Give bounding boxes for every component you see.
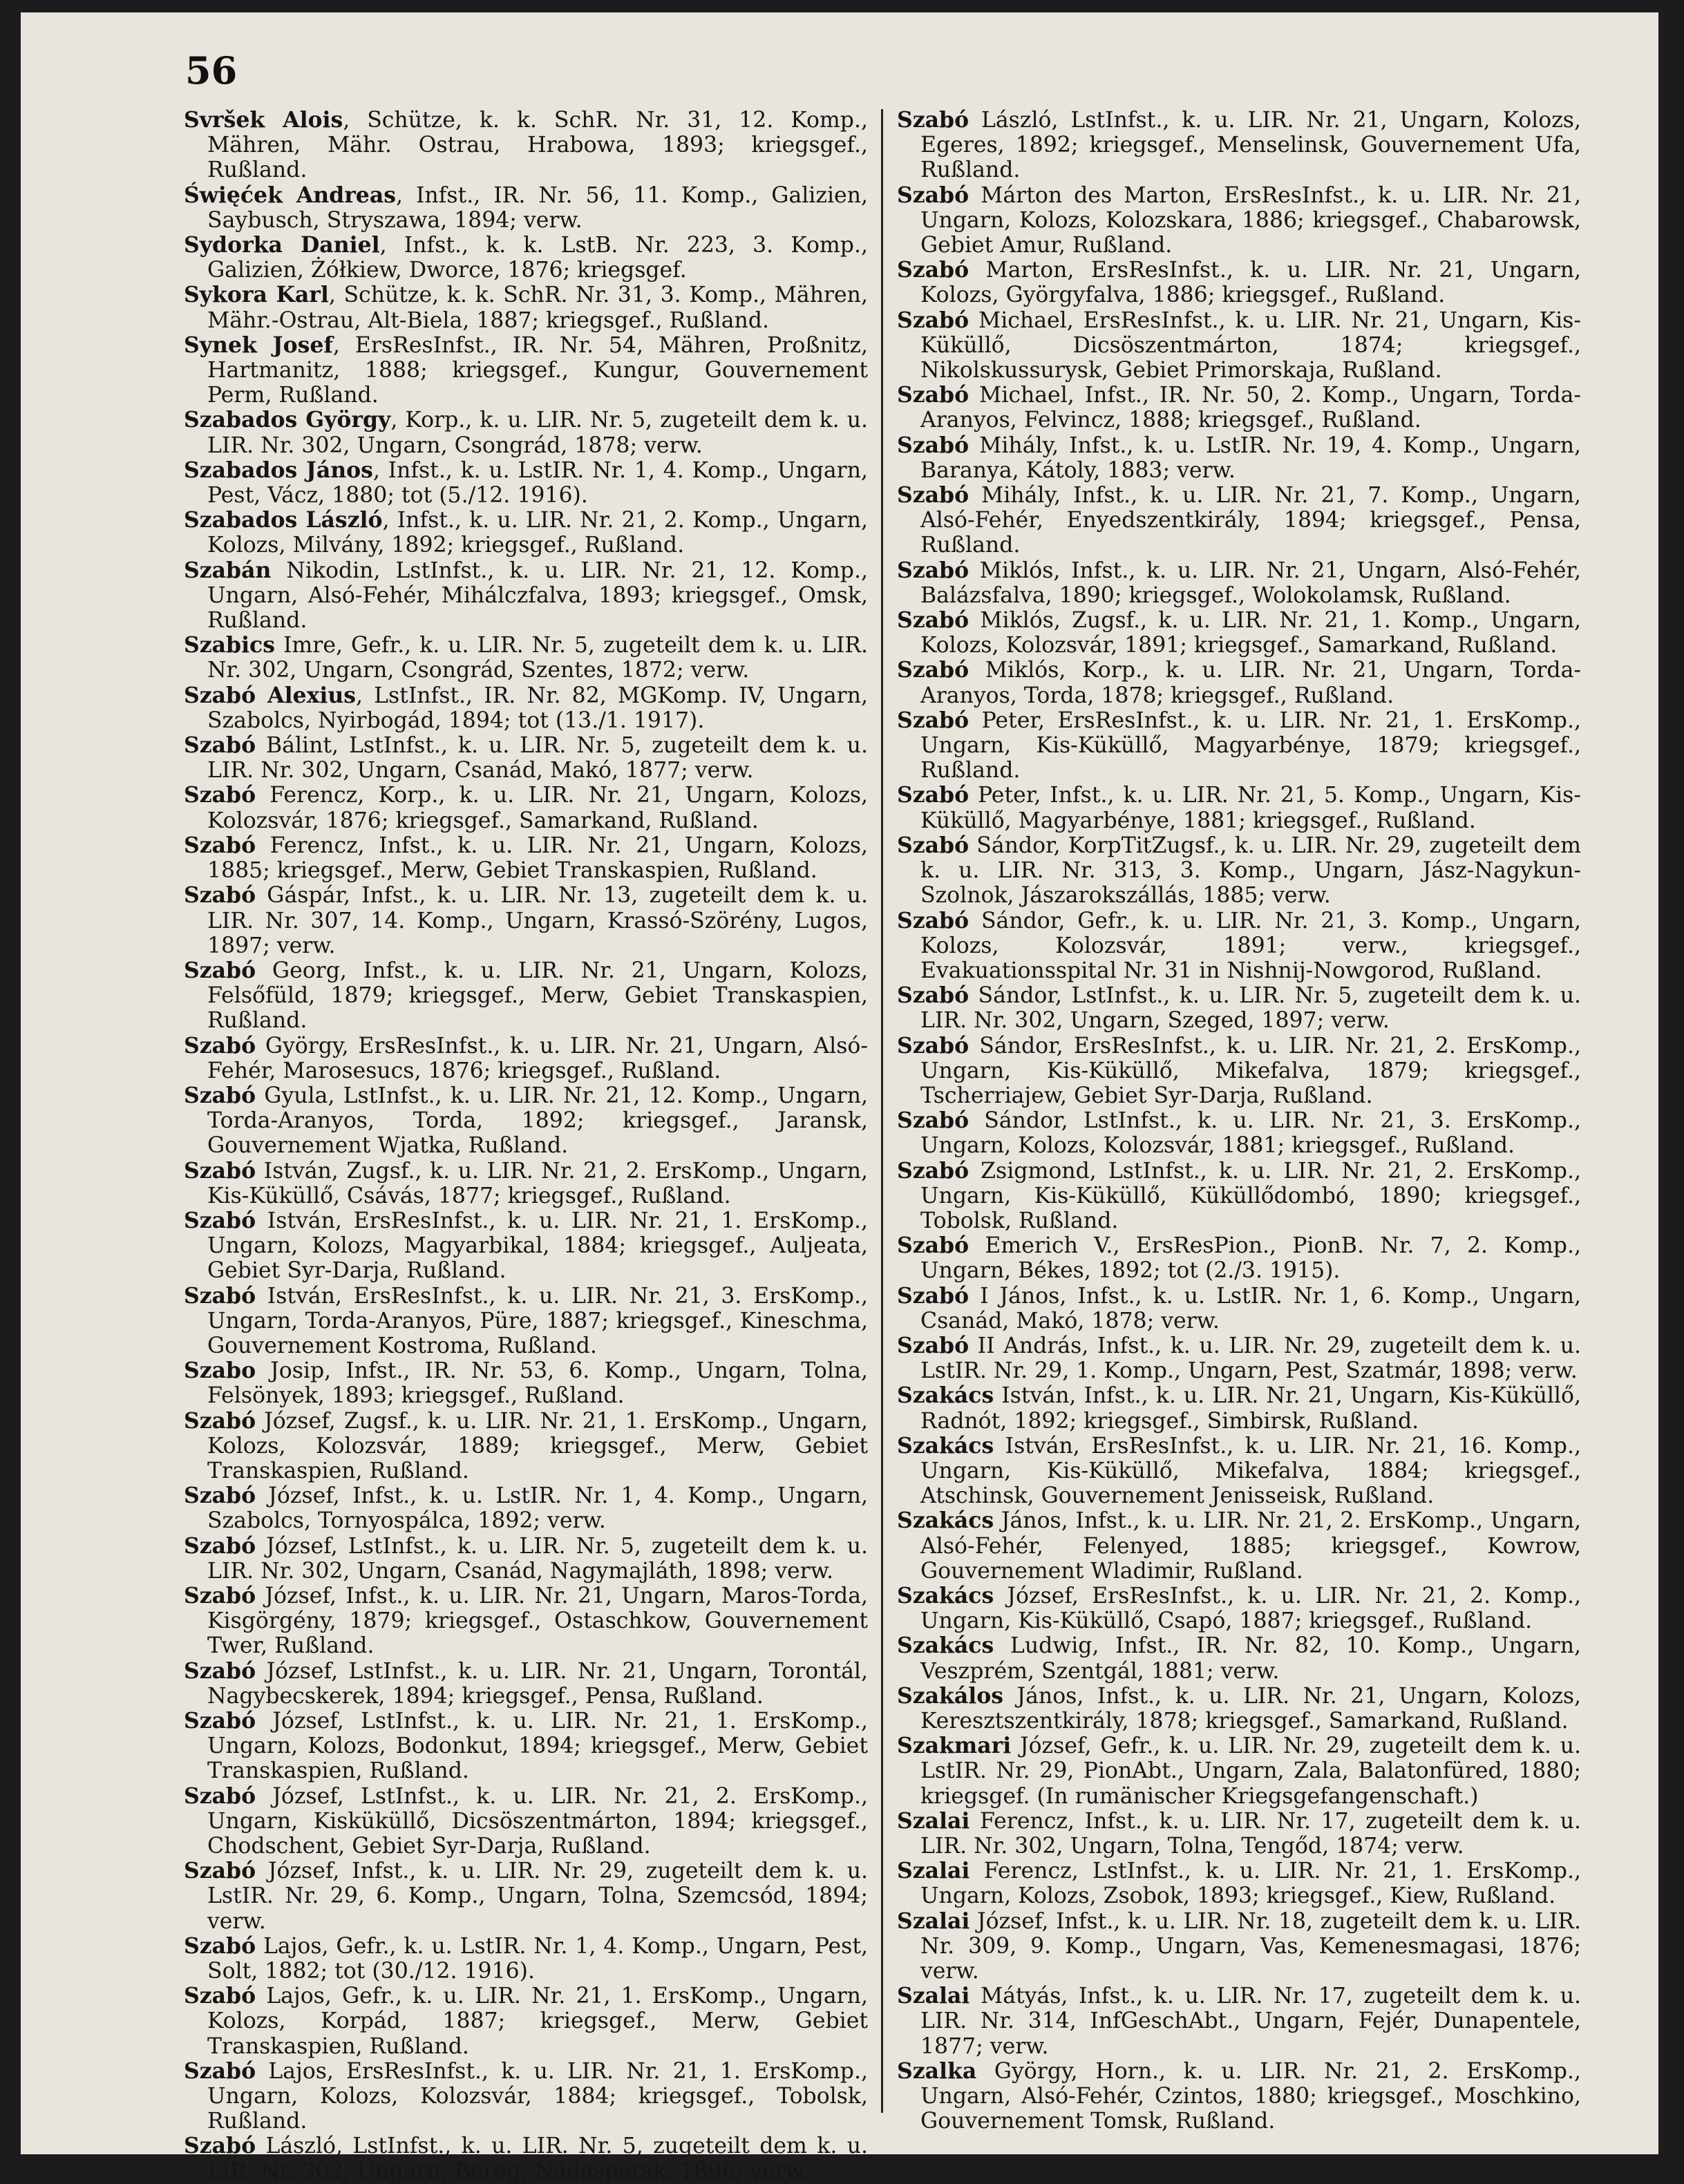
list-item [897, 909, 1581, 984]
entry-name: Szabó [897, 657, 969, 683]
entry-details: Sándor, KorpTitZugsf., k. u. LIR. Nr. 29, zugeteilt dem k. u. LIR. Nr. 313, 3. Komp., Ungarn, Jász-Nagykun-Szolnok, Jászarokszállás, 1885; verw. [920, 833, 1581, 909]
entry-name: Szabó [897, 307, 969, 333]
list-item [897, 783, 1581, 833]
entry-name: Szalai [897, 1908, 970, 1934]
entry-name: Szabics [184, 632, 275, 658]
list-item [897, 1034, 1581, 1109]
entry-name: Szakács [897, 1633, 994, 1659]
entry-details: János, Infst., k. u. LIR. Nr. 21, Ungarn, Kolozs, Keresztszentkirály, 1878; kriegsgef., Samarkand, Rußland. [920, 1683, 1581, 1734]
list-item [184, 1159, 868, 1208]
list-item [897, 608, 1581, 658]
entry-details: László, LstInfst., k. u. LIR. Nr. 5, zugeteilt dem k. u. LIR. Nr. 302, Ungarn, Bereg, Nádaspatak, 1896; verw. [207, 2134, 868, 2184]
entry-details: , ErsResInfst., IR. Nr. 54, Mähren, Proßnitz, Hartmanitz, 1888; kriegsgef., Kungur, Gouvernement Perm, Rußland. [207, 332, 868, 408]
entry-name: Szabó [184, 1783, 256, 1809]
list-item [184, 783, 868, 833]
entry-name: Szabó [184, 1207, 256, 1233]
entry-name: Szalai [897, 1807, 970, 1834]
entry-details: Michael, ErsResInfst., k. u. LIR. Nr. 21, Ungarn, Kis-Küküllő, Dicsöszentmárton, 1874; kriegsgef., Nikolskussurysk, Gebiet Primorskaja, Rußland. [920, 307, 1581, 383]
list-item [184, 1483, 868, 1533]
list-item [184, 1709, 868, 1784]
list-item [897, 383, 1581, 433]
entry-name: Szabó [897, 107, 969, 133]
entry-details: József, Infst., k. u. LIR. Nr. 21, Ungarn, Maros-Torda, Kisgörgény, 1879; kriegsgef., Ostaschkow, Gouvernement Twer, Rußland. [207, 1583, 868, 1659]
list-item [897, 308, 1581, 383]
list-item [184, 1659, 868, 1709]
entry-name: Szabados László [184, 507, 383, 533]
list-item [184, 1584, 868, 1659]
list-item [897, 658, 1581, 708]
list-item [897, 1508, 1581, 1584]
list-item [897, 1859, 1581, 1908]
entry-details: Miklós, Korp., k. u. LIR. Nr. 21, Ungarn, Torda-Aranyos, Torda, 1878; kriegsgef., Rußland. [920, 658, 1581, 708]
entry-details: Miklós, Zugsf., k. u. LIR. Nr. 21, 1. Komp., Ungarn, Kolozs, Kolozsvár, 1891; kriegsgef., Samarkand, Rußland. [920, 608, 1581, 658]
list-item [897, 1333, 1581, 1383]
list-item [184, 283, 868, 332]
entry-name: Szabó [184, 1032, 256, 1058]
entry-name: Szabó [897, 1233, 969, 1259]
list-item [897, 983, 1581, 1033]
entry-name: Szabó [897, 982, 969, 1009]
list-item [897, 1809, 1581, 1859]
entry-details: Mátyás, Infst., k. u. LIR. Nr. 17, zugeteilt dem k. u. LIR. Nr. 314, InfGeschAbt., Ungarn, Fejér, Dunapentele, 1877; verw. [920, 1984, 1581, 2059]
entry-name: Szalka [897, 2058, 977, 2084]
entry-name: Szabó [184, 882, 256, 909]
list-item [184, 883, 868, 958]
list-item [184, 1934, 868, 1984]
document-page [21, 12, 1658, 2184]
entry-name: Szakács [897, 1383, 994, 1409]
entry-details: Peter, Infst., k. u. LIR. Nr. 21, 5. Komp., Ungarn, Kis-Küküllő, Magyarbénye, 1881; kriegsgef., Rußland. [920, 783, 1581, 833]
entry-name: Szabó [897, 782, 969, 808]
entry-details: József, Infst., k. u. LstIR. Nr. 1, 4. Komp., Ungarn, Szabolcs, Tornyospálca, 1892; verw. [207, 1483, 868, 1534]
entry-details: Imre, Gefr., k. u. LIR. Nr. 5, zugeteilt dem k. u. LIR. Nr. 302, Ungarn, Csongrád, Szentes, 1872; verw. [207, 633, 868, 683]
entry-name: Szabó [184, 1658, 256, 1684]
entry-name: Szabó [184, 1483, 256, 1509]
list-item [184, 683, 868, 733]
entry-details: Mihály, Infst., k. u. LstIR. Nr. 19, 4. Komp., Ungarn, Baranya, Kátoly, 1883; verw. [920, 433, 1581, 483]
entry-details: József, LstInfst., k. u. LIR. Nr. 21, Ungarn, Torontál, Nagybecskerek, 1894; kriegsgef., Pensa, Rußland. [207, 1658, 868, 1709]
list-item [897, 433, 1581, 483]
entry-details: , LstInfst., IR. Nr. 82, MGKomp. IV, Ungarn, Szabolcs, Nyirbogád, 1894; tot (13./1. 1917). [207, 683, 868, 733]
entry-name: Szabó Alexius [184, 682, 356, 708]
list-item [184, 233, 868, 283]
list-item [897, 1284, 1581, 1333]
list-item [184, 408, 868, 457]
entry-name: Szabados György [184, 407, 391, 433]
list-item [897, 1584, 1581, 1633]
list-item [184, 333, 868, 408]
entry-details: Bálint, LstInfst., k. u. LIR. Nr. 5, zugeteilt dem k. u. LIR. Nr. 302, Ungarn, Csanád, Makó, 1877; verw. [207, 733, 868, 784]
entry-details: Lajos, ErsResInfst., k. u. LIR. Nr. 21, 1. ErsKomp., Ungarn, Kolozs, Kolozsvár, 1884; kriegsgef., Tobolsk, Rußland. [207, 2058, 868, 2134]
entry-name: Szakács [897, 1508, 994, 1534]
list-item [897, 258, 1581, 307]
list-item [897, 1108, 1581, 1158]
page-number: 56 [185, 48, 238, 93]
entry-name: Szabados János [184, 457, 373, 483]
entry-name: Synek Josef [184, 332, 333, 358]
entry-name: Szakmari [897, 1733, 1012, 1759]
entry-name: Szabó [897, 382, 969, 408]
entry-details: József, LstInfst., k. u. LIR. Nr. 21, 2. ErsKomp., Ungarn, Kisküküllő, Dicsöszentmárton, 1894; kriegsgef., Chodschent, Gebiet Syr-Darja, Rußland. [207, 1783, 868, 1859]
entry-name: Szabó [897, 1032, 969, 1058]
list-item [897, 833, 1581, 909]
entry-name: Szabo [184, 1358, 256, 1384]
entry-name: Szakács [897, 1432, 994, 1459]
list-item [184, 2134, 868, 2183]
entry-details: I János, Infst., k. u. LstIR. Nr. 1, 6. Komp., Ungarn, Csanád, Makó, 1878; verw. [920, 1283, 1581, 1333]
entry-details: Sándor, LstInfst., k. u. LIR. Nr. 21, 3. ErsKomp., Ungarn, Kolozs, Kolozsvár, 1881; kriegsgef., Rußland. [920, 1108, 1581, 1159]
list-item [897, 2059, 1581, 2134]
entry-details: József, Infst., k. u. LIR. Nr. 29, zugeteilt dem k. u. LstIR. Nr. 29, 6. Komp., Ungarn, Tolna, Szemcsód, 1894; verw. [207, 1859, 868, 1934]
list-item [184, 1859, 868, 1934]
entry-details: István, ErsResInfst., k. u. LIR. Nr. 21, 16. Komp., Ungarn, Kis-Küküllő, Mikefalva, 1884; kriegsgef., Atschinsk, Gouvernement Jenisseisk, Rußland. [920, 1433, 1581, 1509]
list-item [184, 1358, 868, 1408]
entry-name: Szabó [184, 782, 256, 808]
entry-details: József, Infst., k. u. LIR. Nr. 18, zugeteilt dem k. u. LIR. Nr. 309, 9. Komp., Ungarn, Vas, Kemenesmagasi, 1876; verw. [920, 1908, 1581, 1984]
entry-details: Sándor, ErsResInfst., k. u. LIR. Nr. 21, 2. ErsKomp., Ungarn, Kis-Küküllő, Mikefalva, 1879; kriegsgef., Tscherriajew, Gebiet Syr-Darja, Rußland. [920, 1033, 1581, 1108]
list-item [897, 1633, 1581, 1683]
entry-details: József, Zugsf., k. u. LIR. Nr. 21, 1. ErsKomp., Ungarn, Kolozs, Kolozsvár, 1889; kriegsgef., Merw, Gebiet Transkaspien, Rußland. [207, 1408, 868, 1483]
entry-details: II András, Infst., k. u. LIR. Nr. 29, zugeteilt dem k. u. LstIR. Nr. 29, 1. Komp., Ungarn, Pest, Szatmár, 1898; verw. [920, 1333, 1581, 1384]
entry-details: Nikodin, LstInfst., k. u. LIR. Nr. 21, 12. Komp., Ungarn, Alsó-Fehér, Mihálczfalva, 1893; kriegsgef., Omsk, Rußland. [207, 558, 868, 634]
list-item [184, 733, 868, 783]
entry-details: Josip, Infst., IR. Nr. 53, 6. Komp., Ungarn, Tolna, Felsönyek, 1893; kriegsgef., Rußland. [207, 1358, 868, 1409]
entry-name: Sykora Karl [184, 282, 329, 308]
entry-details: Ferencz, LstInfst., k. u. LIR. Nr. 21, 1. ErsKomp., Ungarn, Kolozs, Zsobok, 1893; kriegsgef., Kiew, Rußland. [920, 1859, 1581, 1909]
list-item [184, 108, 868, 183]
entry-details: Gyula, LstInfst., k. u. LIR. Nr. 21, 12. Komp., Ungarn, Torda-Aranyos, Torda, 1892; kriegsgef., Jaransk, Gouvernement Wjatka, Rußland. [207, 1083, 868, 1159]
entry-name: Szabó [184, 1983, 256, 2009]
entry-name: Szabó [897, 1157, 969, 1184]
entry-details: Lajos, Gefr., k. u. LstIR. Nr. 1, 4. Komp., Ungarn, Pest, Solt, 1882; tot (30./12. 1916). [207, 1933, 868, 1984]
entry-details: József, Gefr., k. u. LIR. Nr. 29, zugeteilt dem k. u. LstIR. Nr. 29, PionAbt., Ungarn, Zala, Balatonfüred, 1880; kriegsgef. (In rumänischer Kriegsgefangenschaft.) [920, 1734, 1581, 1809]
entry-name: Szabó [897, 1332, 969, 1358]
entry-details: Lajos, Gefr., k. u. LIR. Nr. 21, 1. ErsKomp., Ungarn, Kolozs, Korpád, 1887; kriegsgef., Merw, Gebiet Transkaspien, Rußland. [207, 1984, 868, 2059]
list-item [897, 483, 1581, 558]
list-item [184, 1409, 868, 1484]
entry-name: Szabó [184, 957, 256, 983]
entry-details: Zsigmond, LstInfst., k. u. LIR. Nr. 21, 2. ErsKomp., Ungarn, Kis-Küküllő, Küküllődombó, 1890; kriegsgef., Tobolsk, Rußland. [920, 1158, 1581, 1233]
entry-details: János, Infst., k. u. LIR. Nr. 21, 2. ErsKomp., Ungarn, Alsó-Fehér, Felenyed, 1885; kriegsgef., Kowrow, Gouvernement Wladimir, Rußland. [920, 1508, 1581, 1584]
entry-details: Ferencz, Infst., k. u. LIR. Nr. 21, Ungarn, Kolozs, 1885; kriegsgef., Merw, Gebiet Transkaspien, Rußland. [207, 833, 868, 884]
entry-details: Sándor, Gefr., k. u. LIR. Nr. 21, 3. Komp., Ungarn, Kolozs, Kolozsvár, 1891; verw., kriegsgef., Evakuationsspital Nr. 31 in Nishnij-Nowgorod, Rußland. [920, 908, 1581, 983]
entry-details: , Schütze, k. k. SchR. Nr. 31, 12. Komp., Mähren, Mähr. Ostrau, Hrabowa, 1893; kriegsgef., Rußland. [207, 108, 868, 183]
entry-name: Szabó [897, 482, 969, 509]
entry-name: Szabó [897, 557, 969, 583]
entry-details: László, LstInfst., k. u. LIR. Nr. 21, Ungarn, Kolozs, Egeres, 1892; kriegsgef., Menselinsk, Gouvernement Ufa, Rußland. [920, 108, 1581, 183]
entry-name: Szabó [184, 1082, 256, 1108]
entry-name: Szabó [184, 2058, 256, 2084]
list-item [897, 1984, 1581, 2059]
entry-details: , Infst., k. u. LIR. Nr. 21, 2. Komp., Ungarn, Kolozs, Milvány, 1892; kriegsgef., Rußland. [207, 508, 868, 558]
entry-name: Szabó [184, 1708, 256, 1734]
list-item [184, 1984, 868, 2059]
entry-name: Szabó [897, 832, 969, 858]
list-item [184, 833, 868, 883]
entry-name: Szabó [897, 257, 969, 283]
entry-details: István, ErsResInfst., k. u. LIR. Nr. 21, 1. ErsKomp., Ungarn, Kolozs, Magyarbikal, 1884; kriegsgef., Auljeata, Gebiet Syr-Darja, Rußland. [207, 1208, 868, 1284]
entry-details: István, ErsResInfst., k. u. LIR. Nr. 21, 3. ErsKomp., Ungarn, Torda-Aranyos, Püre, 1887; kriegsgef., Kineschma, Gouvernement Kostroma, Rußland. [207, 1283, 868, 1358]
entry-name: Szabó [184, 1157, 256, 1184]
entry-name: Szabó [184, 2133, 256, 2159]
entry-details: Emerich V., ErsResPion., PionB. Nr. 7, 2. Komp., Ungarn, Békes, 1892; tot (2./3. 1915). [920, 1233, 1581, 1284]
entry-details: Miklós, Infst., k. u. LIR. Nr. 21, Ungarn, Alsó-Fehér, Balázsfalva, 1890; kriegsgef., Wolokolamsk, Rußland. [920, 558, 1581, 608]
entry-name: Svršek Alois [184, 107, 343, 133]
entry-name: Szabó [897, 707, 969, 733]
entry-details: Marton, ErsResInfst., k. u. LIR. Nr. 21, Ungarn, Kolozs, Györgyfalva, 1886; kriegsgef., Rußland. [920, 258, 1581, 308]
list-item [897, 1909, 1581, 1984]
entry-details: Márton des Marton, ErsResInfst., k. u. LIR. Nr. 21, Ungarn, Kolozs, Kolozskara, 1886; kriegsgef., Chabarowsk, Gebiet Amur, Rußland. [920, 182, 1581, 258]
entry-details: István, Infst., k. u. LIR. Nr. 21, Ungarn, Kis-Küküllő, Radnót, 1892; kriegsgef., Simbirsk, Rußland. [920, 1383, 1581, 1434]
list-item [897, 1684, 1581, 1734]
list-item [184, 508, 868, 558]
entry-name: Szabó [184, 732, 256, 759]
entry-details: József, LstInfst., k. u. LIR. Nr. 21, 1. ErsKomp., Ungarn, Kolozs, Bodonkut, 1894; kriegsgef., Merw, Gebiet Transkaspien, Rußland. [207, 1709, 868, 1784]
entry-details: György, ErsResInfst., k. u. LIR. Nr. 21, Ungarn, Alsó-Fehér, Marosesucs, 1876; kriegsgef., Rußland. [207, 1033, 868, 1083]
entry-name: Święćek Andreas [184, 182, 396, 208]
entry-name: Sydorka Daniel [184, 232, 380, 258]
entry-name: Szabó [897, 607, 969, 634]
entry-name: Szakács [897, 1582, 994, 1608]
entry-details: , Schütze, k. k. SchR. Nr. 31, 3. Komp., Mähren, Mähr.-Ostrau, Alt-Biela, 1887; kriegsgef., Rußland. [207, 283, 868, 333]
right-column [897, 108, 1581, 2134]
entry-name: Szabán [184, 557, 272, 583]
entry-name: Szabó [184, 1933, 256, 1959]
entry-name: Szabó [184, 1407, 256, 1434]
entry-details: Michael, Infst., IR. Nr. 50, 2. Komp., Ungarn, Torda-Aranyos, Felvincz, 1888; kriegsgef., Rußland. [920, 383, 1581, 433]
list-item [184, 1784, 868, 1859]
entry-name: Szabó [184, 832, 256, 858]
list-item [184, 458, 868, 508]
list-item [184, 1208, 868, 1284]
list-item [897, 108, 1581, 183]
list-item [184, 633, 868, 683]
entry-details: Georg, Infst., k. u. LIR. Nr. 21, Ungarn, Kolozs, Felsőfüld, 1879; kriegsgef., Merw, Gebiet Transkaspien, Rußland. [207, 958, 868, 1034]
entry-details: József, ErsResInfst., k. u. LIR. Nr. 21, 2. Komp., Ungarn, Kis-Küküllő, Csapó, 1887; kriegsgef., Rußland. [920, 1583, 1581, 1634]
entry-name: Szabó [897, 1282, 969, 1309]
list-item [184, 1083, 868, 1159]
entry-details: , Korp., k. u. LIR. Nr. 5, zugeteilt dem k. u. LIR. Nr. 302, Ungarn, Csongrád, 1878; verw. [207, 408, 868, 458]
list-item [897, 1434, 1581, 1509]
entry-details: Ludwig, Infst., IR. Nr. 82, 10. Komp., Ungarn, Veszprém, Szentgál, 1881; verw. [920, 1633, 1581, 1684]
list-item [184, 183, 868, 233]
entry-name: Szabó [184, 1858, 256, 1884]
list-item [897, 558, 1581, 608]
list-item [897, 1383, 1581, 1433]
entry-name: Szabó [897, 432, 969, 458]
entry-details: György, Horn., k. u. LIR. Nr. 21, 2. ErsKomp., Ungarn, Alsó-Fehér, Czintos, 1880; kriegsgef., Moschkino, Gouvernement Tomsk, Rußland. [920, 2058, 1581, 2134]
list-item [897, 708, 1581, 784]
list-item [897, 1233, 1581, 1283]
entry-details: Peter, ErsResInfst., k. u. LIR. Nr. 21, 1. ErsKomp., Ungarn, Kis-Küküllő, Magyarbénye, 1879; kriegsgef., Rußland. [920, 708, 1581, 784]
entry-name: Szabó [184, 1582, 256, 1608]
entry-name: Szakálos [897, 1682, 1003, 1709]
entry-details: Gáspár, Infst., k. u. LIR. Nr. 13, zugeteilt dem k. u. LIR. Nr. 307, 14. Komp., Ungarn, Krassó-Szörény, Lugos, 1897; verw. [207, 883, 868, 958]
entry-details: , Infst., k. u. LstIR. Nr. 1, 4. Komp., Ungarn, Pest, Vácz, 1880; tot (5./12. 1916). [207, 457, 868, 509]
list-item [184, 1034, 868, 1083]
list-item [184, 1284, 868, 1359]
entry-name: Szabó [897, 182, 969, 208]
column-divider [881, 109, 883, 2113]
entry-name: Szalai [897, 1858, 970, 1884]
list-item [184, 1534, 868, 1584]
entry-details: Mihály, Infst., k. u. LIR. Nr. 21, 7. Komp., Ungarn, Alsó-Fehér, Enyedszentkirály, 1894; kriegsgef., Pensa, Rußland. [920, 483, 1581, 558]
list-item [184, 958, 868, 1034]
left-column [184, 108, 868, 2184]
entry-name: Szabó [897, 1108, 969, 1134]
entry-details: , Infst., IR. Nr. 56, 11. Komp., Galizien, Saybusch, Stryszawa, 1894; verw. [207, 182, 868, 233]
list-item [897, 183, 1581, 258]
list-item [184, 558, 868, 634]
entry-details: , Infst., k. k. LstB. Nr. 223, 3. Komp., Galizien, Żółkiew, Dworce, 1876; kriegsgef. [207, 233, 868, 283]
entry-name: Szabó [897, 907, 969, 933]
entry-details: Ferencz, Korp., k. u. LIR. Nr. 21, Ungarn, Kolozs, Kolozsvár, 1876; kriegsgef., Samarkand, Rußland. [207, 783, 868, 833]
list-item [897, 1159, 1581, 1234]
entry-name: Szalai [897, 1983, 970, 2009]
entry-details: Ferencz, Infst., k. u. LIR. Nr. 17, zugeteilt dem k. u. LIR. Nr. 302, Ungarn, Tolna, Tengőd, 1874; verw. [920, 1808, 1581, 1859]
list-item [184, 2059, 868, 2134]
list-item [897, 1734, 1581, 1809]
entry-details: Sándor, LstInfst., k. u. LIR. Nr. 5, zugeteilt dem k. u. LIR. Nr. 302, Ungarn, Szeged, 1897; verw. [920, 983, 1581, 1034]
entry-name: Szabó [184, 1282, 256, 1309]
entry-name: Szabó [184, 1532, 256, 1559]
entry-details: József, LstInfst., k. u. LIR. Nr. 5, zugeteilt dem k. u. LIR. Nr. 302, Ungarn, Csanád, Nagymajláth, 1898; verw. [207, 1533, 868, 1584]
entry-details: István, Zugsf., k. u. LIR. Nr. 21, 2. ErsKomp., Ungarn, Kis-Küküllő, Csávás, 1877; kriegsgef., Rußland. [207, 1158, 868, 1208]
